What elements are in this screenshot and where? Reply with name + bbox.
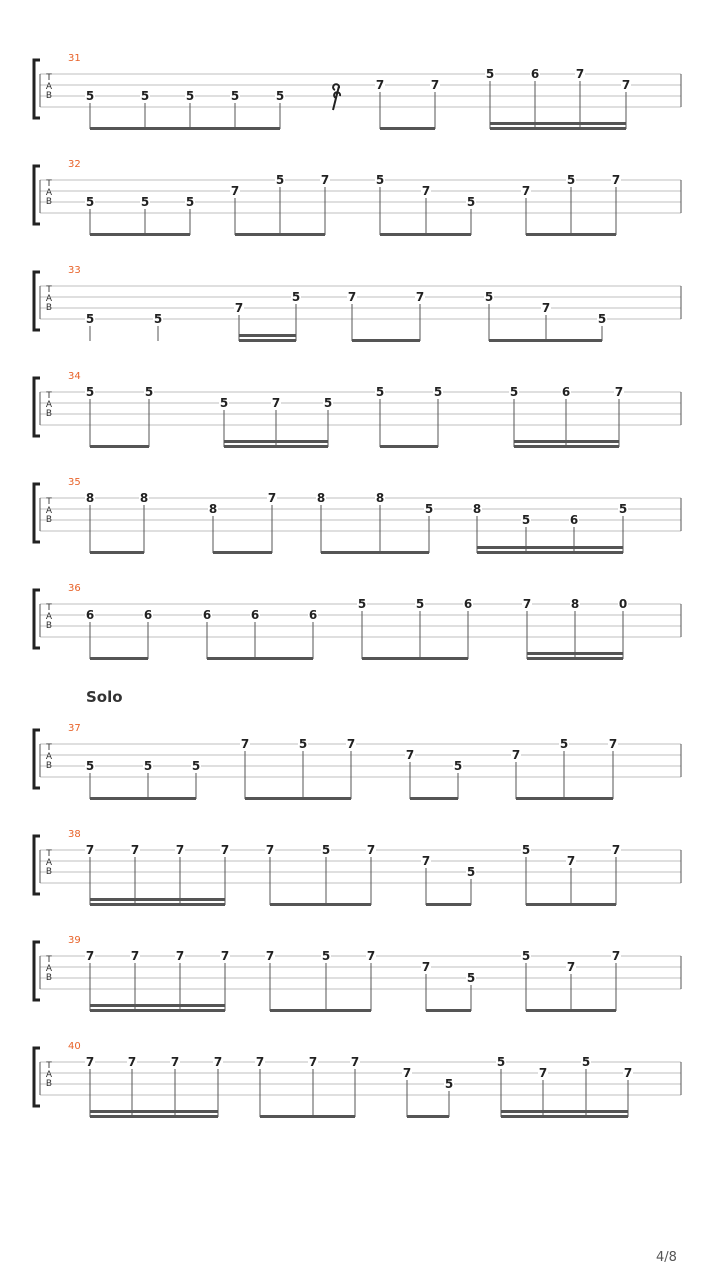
fret-number: 7 bbox=[320, 173, 330, 187]
system-bracket bbox=[34, 60, 40, 118]
system-bracket bbox=[34, 590, 40, 648]
fret-number: 7 bbox=[621, 78, 631, 92]
fret-number: 7 bbox=[234, 301, 244, 315]
fret-number: 7 bbox=[175, 949, 185, 963]
tab-clef-letter: B bbox=[45, 621, 53, 631]
fret-number: 7 bbox=[614, 385, 624, 399]
note-beam bbox=[90, 445, 149, 448]
tab-clef-letter: A bbox=[45, 752, 53, 762]
fret-number: 5 bbox=[597, 312, 607, 326]
note-beam bbox=[501, 1110, 628, 1113]
measure-number: 38 bbox=[68, 829, 81, 840]
tab-clef-letter: B bbox=[45, 1079, 53, 1089]
tab-clef-letter: B bbox=[45, 303, 53, 313]
note-beam bbox=[239, 339, 296, 342]
fret-number: 7 bbox=[575, 67, 585, 81]
tab-clef-letter: B bbox=[45, 973, 53, 983]
note-beam bbox=[380, 445, 438, 448]
fret-number: 5 bbox=[144, 385, 154, 399]
tab-system-31 bbox=[34, 53, 681, 130]
measure-number: 31 bbox=[68, 53, 81, 64]
fret-number: 7 bbox=[366, 843, 376, 857]
fret-number: 7 bbox=[255, 1055, 265, 1069]
tab-clef-letter: B bbox=[45, 761, 53, 771]
fret-number: 7 bbox=[130, 843, 140, 857]
note-beam bbox=[90, 1115, 218, 1118]
tab-clef-letter: A bbox=[45, 82, 53, 92]
note-beam bbox=[527, 657, 623, 660]
fret-number: 8 bbox=[472, 502, 482, 516]
fret-number: 6 bbox=[143, 608, 153, 622]
fret-number: 7 bbox=[265, 949, 275, 963]
fret-number: 8 bbox=[375, 491, 385, 505]
fret-number: 7 bbox=[566, 854, 576, 868]
fret-number: 5 bbox=[484, 290, 494, 304]
note-beam bbox=[407, 1115, 449, 1118]
fret-number: 7 bbox=[265, 843, 275, 857]
fret-number: 7 bbox=[213, 1055, 223, 1069]
fret-number: 6 bbox=[250, 608, 260, 622]
note-beam bbox=[516, 797, 613, 800]
fret-number: 5 bbox=[433, 385, 443, 399]
fret-number: 6 bbox=[569, 513, 579, 527]
fret-number: 7 bbox=[267, 491, 277, 505]
measure-number: 34 bbox=[68, 371, 81, 382]
note-beam bbox=[477, 546, 623, 549]
note-beam bbox=[270, 903, 371, 906]
page-number: 4/8 bbox=[656, 1250, 677, 1265]
fret-number: 5 bbox=[618, 502, 628, 516]
fret-number: 7 bbox=[170, 1055, 180, 1069]
fret-number: 5 bbox=[559, 737, 569, 751]
system-bracket bbox=[34, 166, 40, 224]
fret-number: 7 bbox=[538, 1066, 548, 1080]
fret-number: 7 bbox=[240, 737, 250, 751]
fret-number: 7 bbox=[402, 1066, 412, 1080]
fret-number: 5 bbox=[85, 89, 95, 103]
fret-number: 0 bbox=[618, 597, 628, 611]
tab-clef-letter: T bbox=[46, 285, 52, 295]
tab-clef-letter: B bbox=[45, 867, 53, 877]
note-beam bbox=[90, 1009, 225, 1012]
tab-clef-letter: T bbox=[46, 497, 52, 507]
fret-number: 5 bbox=[424, 502, 434, 516]
fret-number: 5 bbox=[444, 1077, 454, 1091]
fret-number: 5 bbox=[466, 195, 476, 209]
note-beam bbox=[90, 551, 144, 554]
fret-number: 7 bbox=[130, 949, 140, 963]
fret-number: 5 bbox=[291, 290, 301, 304]
fret-number: 5 bbox=[185, 89, 195, 103]
fret-number: 6 bbox=[308, 608, 318, 622]
measure-number: 32 bbox=[68, 159, 81, 170]
tab-clef-letter: A bbox=[45, 858, 53, 868]
fret-number: 8 bbox=[208, 502, 218, 516]
fret-number: 7 bbox=[230, 184, 240, 198]
note-beam bbox=[490, 127, 626, 130]
note-beam bbox=[490, 122, 626, 125]
fret-number: 8 bbox=[316, 491, 326, 505]
fret-number: 5 bbox=[140, 89, 150, 103]
fret-number: 7 bbox=[421, 854, 431, 868]
note-beam bbox=[90, 903, 225, 906]
fret-number: 5 bbox=[581, 1055, 591, 1069]
fret-number: 7 bbox=[541, 301, 551, 315]
fret-number: 5 bbox=[566, 173, 576, 187]
fret-number: 7 bbox=[611, 173, 621, 187]
system-bracket bbox=[34, 836, 40, 894]
sixteenth-rest bbox=[333, 84, 340, 110]
fret-number: 5 bbox=[357, 597, 367, 611]
tab-clef-letter: T bbox=[46, 179, 52, 189]
note-beam bbox=[321, 551, 429, 554]
fret-number: 7 bbox=[522, 597, 532, 611]
note-beam bbox=[527, 652, 623, 655]
tab-clef-letter: A bbox=[45, 1070, 53, 1080]
fret-number: 5 bbox=[85, 759, 95, 773]
section-label-solo: Solo bbox=[86, 688, 123, 706]
fret-number: 8 bbox=[139, 491, 149, 505]
fret-number: 7 bbox=[85, 949, 95, 963]
fret-number: 7 bbox=[608, 737, 618, 751]
fret-number: 7 bbox=[405, 748, 415, 762]
measure-number: 40 bbox=[68, 1041, 81, 1052]
tab-system-32 bbox=[34, 159, 681, 236]
fret-number: 5 bbox=[219, 396, 229, 410]
tab-clef-letter: T bbox=[46, 1061, 52, 1071]
note-beam bbox=[224, 445, 328, 448]
measure-number: 33 bbox=[68, 265, 81, 276]
note-beam bbox=[477, 551, 623, 554]
note-beam bbox=[224, 440, 328, 443]
tab-system-38 bbox=[34, 829, 681, 906]
note-beam bbox=[362, 657, 468, 660]
fret-number: 5 bbox=[85, 385, 95, 399]
tab-clef-letter: T bbox=[46, 743, 52, 753]
tab-clef-letter: T bbox=[46, 391, 52, 401]
fret-number: 5 bbox=[375, 173, 385, 187]
fret-number: 6 bbox=[561, 385, 571, 399]
fret-number: 5 bbox=[415, 597, 425, 611]
tab-clef-letter: T bbox=[46, 955, 52, 965]
note-beam bbox=[410, 797, 458, 800]
note-beam bbox=[426, 903, 471, 906]
tab-system-40 bbox=[34, 1041, 681, 1118]
fret-number: 6 bbox=[463, 597, 473, 611]
measure-number: 36 bbox=[68, 583, 81, 594]
note-beam bbox=[514, 445, 619, 448]
fret-number: 7 bbox=[421, 960, 431, 974]
fret-number: 5 bbox=[509, 385, 519, 399]
fret-number: 7 bbox=[566, 960, 576, 974]
tab-clef-letter: A bbox=[45, 294, 53, 304]
fret-number: 5 bbox=[85, 195, 95, 209]
tab-system-35 bbox=[34, 477, 681, 554]
tab-clef-letter: B bbox=[45, 197, 53, 207]
fret-number: 5 bbox=[521, 513, 531, 527]
note-beam bbox=[90, 127, 280, 130]
fret-number: 5 bbox=[521, 843, 531, 857]
fret-number: 7 bbox=[85, 1055, 95, 1069]
fret-number: 6 bbox=[202, 608, 212, 622]
note-beam bbox=[90, 657, 148, 660]
note-beam bbox=[426, 1009, 471, 1012]
fret-number: 7 bbox=[521, 184, 531, 198]
system-bracket bbox=[34, 1048, 40, 1106]
note-beam bbox=[526, 903, 616, 906]
fret-number: 5 bbox=[466, 971, 476, 985]
note-beam bbox=[380, 127, 435, 130]
tab-clef-letter: B bbox=[45, 409, 53, 419]
tab-clef-letter: A bbox=[45, 188, 53, 198]
fret-number: 5 bbox=[375, 385, 385, 399]
fret-number: 5 bbox=[496, 1055, 506, 1069]
tab-clef-letter: A bbox=[45, 400, 53, 410]
fret-number: 6 bbox=[530, 67, 540, 81]
tab-system-39 bbox=[34, 935, 681, 1012]
fret-number: 7 bbox=[366, 949, 376, 963]
fret-number: 5 bbox=[275, 173, 285, 187]
fret-number: 5 bbox=[298, 737, 308, 751]
note-beam bbox=[526, 1009, 616, 1012]
fret-number: 7 bbox=[611, 843, 621, 857]
tab-clef-letter: A bbox=[45, 964, 53, 974]
fret-number: 7 bbox=[175, 843, 185, 857]
note-beam bbox=[213, 551, 272, 554]
note-beam bbox=[90, 898, 225, 901]
measure-number: 39 bbox=[68, 935, 81, 946]
fret-number: 5 bbox=[323, 396, 333, 410]
system-bracket bbox=[34, 730, 40, 788]
fret-number: 7 bbox=[85, 843, 95, 857]
fret-number: 7 bbox=[421, 184, 431, 198]
fret-number: 5 bbox=[275, 89, 285, 103]
note-beam bbox=[270, 1009, 371, 1012]
note-beam bbox=[90, 797, 196, 800]
tab-clef-letter: T bbox=[46, 603, 52, 613]
note-beam bbox=[90, 1004, 225, 1007]
tab-clef-letter: B bbox=[45, 515, 53, 525]
note-beam bbox=[501, 1115, 628, 1118]
fret-number: 5 bbox=[153, 312, 163, 326]
fret-number: 7 bbox=[308, 1055, 318, 1069]
fret-number: 7 bbox=[220, 949, 230, 963]
fret-number: 5 bbox=[321, 843, 331, 857]
note-beam bbox=[260, 1115, 355, 1118]
fret-number: 5 bbox=[485, 67, 495, 81]
fret-number: 7 bbox=[271, 396, 281, 410]
fret-number: 7 bbox=[623, 1066, 633, 1080]
note-beam bbox=[90, 1110, 218, 1113]
fret-number: 7 bbox=[375, 78, 385, 92]
note-beam bbox=[380, 233, 471, 236]
tab-clef-letter: A bbox=[45, 612, 53, 622]
measure-number: 35 bbox=[68, 477, 81, 488]
note-beam bbox=[352, 339, 420, 342]
fret-number: 5 bbox=[453, 759, 463, 773]
fret-number: 7 bbox=[346, 737, 356, 751]
system-bracket bbox=[34, 484, 40, 542]
system-bracket bbox=[34, 942, 40, 1000]
note-beam bbox=[207, 657, 313, 660]
tab-clef-letter: T bbox=[46, 73, 52, 83]
measure-number: 37 bbox=[68, 723, 81, 734]
fret-number: 7 bbox=[511, 748, 521, 762]
note-beam bbox=[526, 233, 616, 236]
fret-number: 7 bbox=[430, 78, 440, 92]
fret-number: 5 bbox=[230, 89, 240, 103]
fret-number: 5 bbox=[140, 195, 150, 209]
note-beam bbox=[90, 233, 190, 236]
tab-system-37 bbox=[34, 723, 681, 800]
fret-number: 5 bbox=[521, 949, 531, 963]
note-beam bbox=[245, 797, 351, 800]
fret-number: 7 bbox=[415, 290, 425, 304]
fret-number: 5 bbox=[85, 312, 95, 326]
fret-number: 7 bbox=[611, 949, 621, 963]
note-beam bbox=[239, 334, 296, 337]
tab-system-34 bbox=[34, 371, 681, 448]
tab-clef-letter: B bbox=[45, 91, 53, 101]
note-beam bbox=[235, 233, 325, 236]
fret-number: 7 bbox=[350, 1055, 360, 1069]
fret-number: 8 bbox=[570, 597, 580, 611]
note-beam bbox=[514, 440, 619, 443]
tab-system-33 bbox=[34, 265, 681, 342]
fret-number: 7 bbox=[220, 843, 230, 857]
fret-number: 8 bbox=[85, 491, 95, 505]
system-bracket bbox=[34, 378, 40, 436]
system-bracket bbox=[34, 272, 40, 330]
fret-number: 5 bbox=[185, 195, 195, 209]
fret-number: 5 bbox=[466, 865, 476, 879]
fret-number: 5 bbox=[321, 949, 331, 963]
tab-clef-letter: A bbox=[45, 506, 53, 516]
note-beam bbox=[489, 339, 602, 342]
fret-number: 7 bbox=[127, 1055, 137, 1069]
tab-system-36 bbox=[34, 583, 681, 660]
fret-number: 6 bbox=[85, 608, 95, 622]
fret-number: 7 bbox=[347, 290, 357, 304]
fret-number: 5 bbox=[191, 759, 201, 773]
tab-clef-letter: T bbox=[46, 849, 52, 859]
fret-number: 5 bbox=[143, 759, 153, 773]
